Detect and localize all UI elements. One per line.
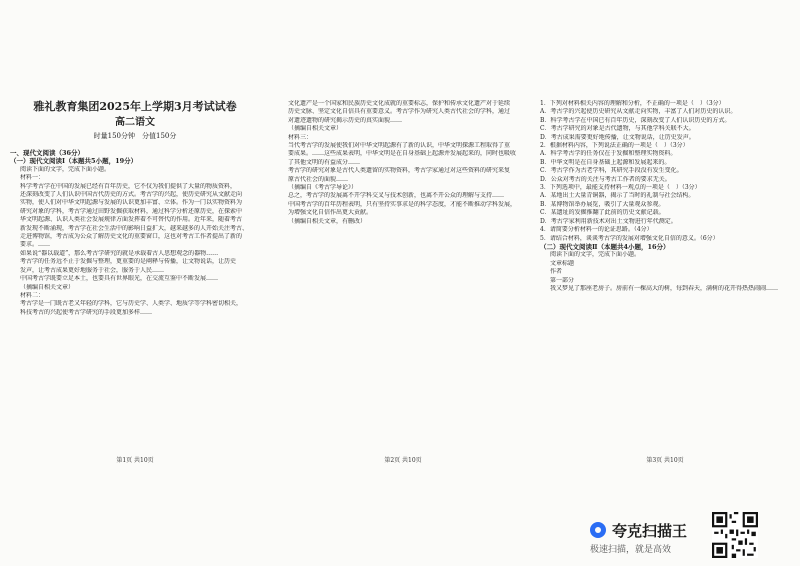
text-line: 还深刻改变了人们认识中国古代历史的方式。考古学的兴起，使历史研究从文献走向	[20, 191, 243, 199]
text-line: 华文明起源、认识人类社会发展规律方面发挥着不可替代的作用。近年来，随着考古	[20, 216, 243, 224]
page-number-1: 第1页 共10页	[116, 457, 154, 464]
text-line: 4．请简要分析材料一的论证思路。（4分）	[540, 226, 653, 234]
text-line: 要成果。……这些成果表明，中华文明是在自身基础上起源并发展起来的，同时也吸收	[288, 150, 517, 158]
text-line: 文化遗产是一个国家和民族历史文化成就的重要标志，保护和传承文化遗产对于延续	[288, 100, 511, 107]
exam-meta: 时量150分钟 分值150分	[93, 132, 177, 140]
text-line: D．考古学家利用新技术对出土文物进行年代测定。	[540, 217, 677, 225]
text-line: 中国考古学既要立足本土，也要具有世界眼光，在交流互鉴中不断发展……	[20, 275, 219, 283]
text-line: 如果说“器以载道”，那么考古学研究的就是承载着古人思想观念的器物……	[20, 249, 219, 257]
brand-slogan: 极速扫描，就是高效	[590, 545, 672, 555]
text-line: 原古代社会的面貌……	[288, 175, 349, 183]
text-line: 作者	[550, 268, 563, 276]
text-line: 第一部分	[550, 276, 575, 284]
text-line: 1．下列对材料相关内容的理解和分析，不正确的一项是（ ）（3分）	[540, 100, 725, 107]
text-line: 走进博物馆，考古成为公众了解历史文化的重要窗口，这也对考古工作者提出了新的	[20, 233, 243, 241]
text-line: （摘编自相关文章）	[20, 283, 75, 291]
scanner-watermark	[590, 520, 700, 560]
text-line: 要求。……	[20, 241, 51, 249]
text-line: C．某遗址的发掘推翻了此前的历史文献记载。	[540, 209, 665, 217]
text-line: 科技考古的兴起使考古学研究的手段更加多样……	[20, 308, 153, 316]
text-line: B．科学考古学在中国已有百年历史，深刻改变了人们认识历史的方式。	[540, 116, 731, 124]
brand-name: 夸克扫描王	[612, 522, 688, 540]
text-line: 3．下列选项中，最能支持材料一观点的一项是（ ）（3分）	[540, 184, 701, 192]
exam-subtitle: 高二语文	[115, 117, 155, 128]
text-line: 2．根据材料内容，下列说法正确的一项是（ ）（3分）	[540, 142, 689, 150]
column-2-text	[278, 100, 528, 226]
text-line: 了其他文明的有益成分……	[288, 158, 361, 166]
text-line: 发声，让考古成果更好地服务于社会，服务于人民……	[20, 266, 165, 274]
page-column-1	[10, 100, 260, 540]
text-line: 研究对象的学科，考古学通过田野发掘获取材料，通过科学分析还原历史，在探索中	[20, 207, 243, 215]
column-3-text	[540, 100, 790, 293]
text-line: 材料一：	[20, 174, 45, 182]
text-line: 科学考古学在中国的发展已经有百年历史，它不仅为我们提供了大量的物质资料，	[20, 182, 237, 190]
quark-logo-icon	[590, 522, 606, 538]
text-line: A．考古学的兴起使历史研究从文献走向实物，丰富了人们对历史的认识。	[540, 108, 737, 116]
text-line: 历史文脉、坚定文化自信具有重要意义。考古学作为研究人类古代社会的学科，通过	[288, 108, 511, 116]
text-line: 总之，考古学的发展离不开学科交叉与技术创新，也离不开公众的理解与支持……	[288, 192, 505, 200]
text-line: 文章标题	[550, 259, 575, 267]
text-line: 新发现不断涌现，考古学在社会生活中的影响日益扩大，越来越多的人开始关注考古、	[20, 224, 249, 232]
text-line: 中国考古学的百年历程表明，只有坚持实事求是的科学态度，才能不断推动学科发展，	[288, 200, 517, 208]
text-line: （一）现代文阅读Ⅰ（本题共5小题，19分）	[10, 157, 138, 166]
text-line: C．考古学作为古老学科，其研究手段没有发生变化。	[540, 167, 683, 175]
column-1-text	[10, 149, 260, 317]
text-line: 材料三：	[288, 133, 313, 141]
text-line: D．公众对考古的关注与考古工作者的要求无关。	[540, 175, 671, 183]
text-line: （摘编自《考古学导论》）	[288, 184, 358, 192]
text-line: B．某博物馆举办展览，吸引了大量观众参观。	[540, 200, 665, 208]
text-line: 实物，使人们对中华文明起源与发展的认识更加丰富、立体。作为一门以实物资料为	[20, 199, 243, 207]
text-line: 阅读下面的文字，完成下面小题。	[20, 165, 111, 173]
text-line: A．某地出土大量青铜器，揭示了当时的礼制与社会结构。	[540, 192, 695, 200]
text-line: C．考古学研究的对象是古代遗物，与其他学科关联不大。	[540, 125, 695, 133]
text-line: 阅读下面的文字，完成下面小题。	[550, 251, 641, 259]
text-line: （摘编自相关文章）	[288, 125, 343, 133]
text-line: 考古学的研究对象是古代人类遗留的实物资料，考古学家通过对这些资料的研究来复	[288, 167, 511, 175]
text-line: 5．请结合材料，谈谈考古学的发展对增强文化自信的意义。（6分）	[540, 234, 719, 242]
text-line: D．考古成果需要更好地传播，让文物说话，让历史发声。	[540, 133, 695, 141]
qr-code-icon	[712, 512, 758, 558]
text-line: 考古学是一门既古老又年轻的学科，它与历史学、人类学、地质学等学科密切相关，	[20, 300, 243, 308]
page-number-2: 第2页 共10页	[384, 457, 422, 464]
text-line: 对遗迹遗物的研究揭示历史的真实面貌……	[288, 116, 403, 124]
text-line: 当代考古学的发展使我们对中华文明起源有了新的认识，中华文明探源工程取得了重	[288, 142, 511, 150]
text-line: （二）现代文阅读Ⅱ（本题共4小题，16分）	[540, 242, 670, 251]
text-line: 考古学的任务远不止于发掘与整理，更重要的是阐释与传播，让文物说话，让历史	[20, 258, 237, 266]
text-line: A．科学考古学的任务仅在于发掘和整理实物资料。	[540, 150, 677, 158]
page-column-2	[278, 100, 528, 540]
exam-title: 雅礼教育集团2025年上学期3月考试试卷	[33, 100, 237, 113]
text-line: 我又梦见了那座老房子。房前有一棵高大的树，每到春天，满树的花开得热热闹闹……	[550, 284, 779, 292]
text-line: 为增强文化自信作出更大贡献。	[288, 209, 373, 217]
text-line: 一、现代文阅读（36分）	[10, 149, 85, 157]
page-number-3: 第3页 共10页	[646, 457, 684, 464]
text-line: B．中华文明是在自身基础上起源和发展起来的。	[540, 158, 671, 166]
text-line: （摘编自相关文章，有删改）	[288, 217, 367, 225]
text-line: 材料二：	[20, 291, 45, 299]
page-column-3	[540, 100, 790, 540]
